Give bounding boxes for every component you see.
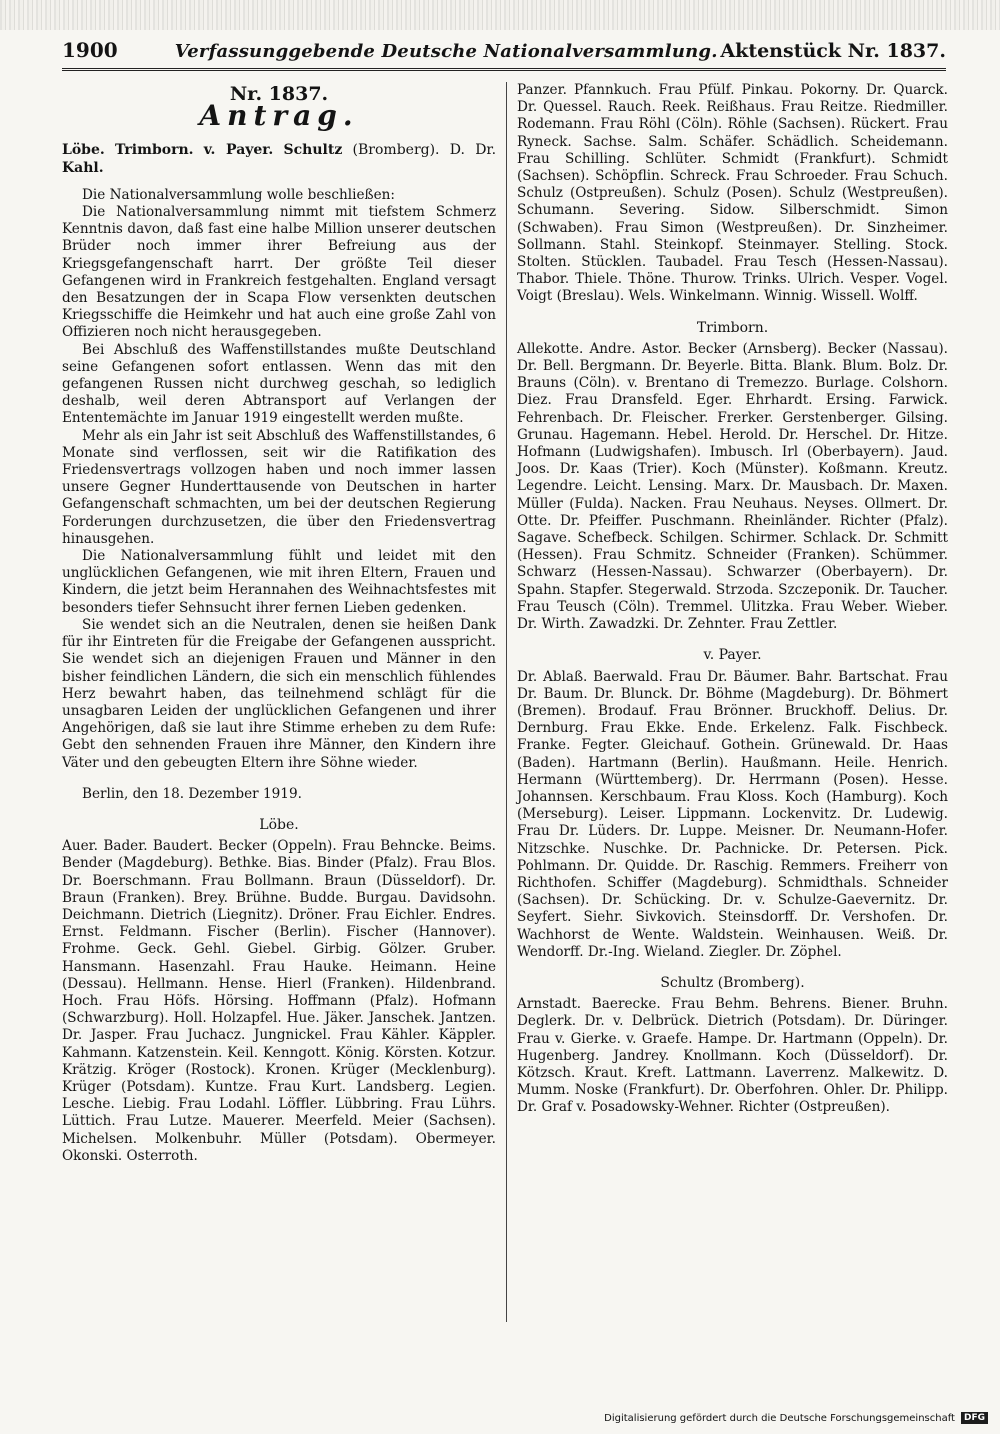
scan-noise-band — [0, 0, 1000, 30]
group-names-trimborn: Allekotte. Andre. Astor. Becker (Arnsberg). Becker (Nassau). Dr. Bell. Bergmann. Dr. Beyerle. Bitta. Blank. Blum. Bolz. Dr. Brauns (Cöln). v. Brentano di Tremezzo. Burlage. Colshorn. Diez. Frau Dransfeld. Eger. Ehrhardt. Ersing. Farwick. Fehrenbach. Dr. Fleischer. Frerker. Gerstenberger. Gilsing. Grunau. Hagemann. Hebel. Herold. Dr. Herschel. Dr. Hitze. Hofmann (Ludwigshafen). Imbusch. Irl (Oberbayern). Jaud. Joos. Dr. Kaas (Trier). Koch (Münster). Koßmann. Kreutz. Legendre. Leicht. Lensing. Marx. Dr. Mausbach. Dr. Maxen. Müller (Fulda). Nacken. Frau Neuhaus. Neyses. Ollmert. Dr. Otte. Dr. Pfeiffer. Puschmann. Rheinländer. Richter (Pfalz). Sagave. Schefbeck. Schilgen. Schirmer. Schlack. Dr. Schmitt (Hessen). Frau Schmitz. Schneider (Franken). Schümmer. Schwarz (Hessen-Nassau). Schwarzer (Oberbayern). Dr. Spahn. Stapfer. Stegerwald. Strzoda. Szczeponik. Dr. Taucher. Frau Teusch (Cöln). Tremmel. Ulitzka. Frau Weber. Wieber. Dr. Wirth. Zawadzki. Dr. Zehnter. Frau Zettler. — [517, 340, 948, 633]
group-names-loebe: Auer. Bader. Baudert. Becker (Oppeln). Frau Behncke. Beims. Bender (Magdeburg). Bethke. Bias. Binder (Pfalz). Frau Blos. Dr. Boerschmann. Frau Bollmann. Braun (Düsseldorf). Dr. Braun (Franken). Brey. Brühne. Budde. Burgau. Davidsohn. Deichmann. Dietrich (Liegnitz). Dröner. Frau Eichler. Endres. Ernst. Feldmann. Fischer (Berlin). Fischer (Hannover). Frohme. Geck. Gehl. Giebel. Girbig. Gölzer. Gruber. Hansmann. Hasenzahl. Frau Hauke. Heimann. Heine (Dessau). Hellmann. Hense. Hierl (Franken). Hildenbrand. Hoch. Frau Höfs. Hörsing. Hoffmann (Pfalz). Hofmann (Schwarzburg). Holl. Holzapfel. Hue. Jäker. Janschek. Jantzen. Dr. Jasper. Frau Juchacz. Jungnickel. Frau Kähler. Käppler. Kahmann. Katzenstein. Keil. Kenngott. König. Körsten. Kotzur. Krätzig. Kröger (Rostock). Kronen. Krüger (Mecklenburg). Krüger (Potsdam). Kuntze. Frau Kurt. Landsberg. Legien. Lesche. Liebig. Frau Lodahl. Löffler. Lübbring. Frau Lührs. Lüttich. Frau Lutze. Mauerer. Meerfeld. Meier (Sachsen). Michelsen. Molkenbuhr. Müller (Potsdam). Obermeyer. Okonski. Osterroth. — [62, 838, 496, 1164]
document-reference: Aktenstück Nr. 1837. — [720, 40, 946, 62]
date-line: Berlin, den 18. Dezember 1919. — [82, 785, 302, 802]
signers-line — [62, 142, 496, 176]
motion-paragraph: Sie wendet sich an die Neutralen, denen sie heißen Dank für ihr Eintreten für die Freigabe der Gefangenen ausspricht. Sie wendet sich an diejenigen Frauen und Männer in den bisher feindlichen Ländern, die sich ein menschlich fühlendes Herz bewahrt haben, das teilnehmend schlägt für die unsagbaren Leiden der unglücklichen Gefangenen und ihrer Angehörigen, daß sie laut ihre Stimme erheben zu dem Rufe: Gebt den sehnenden Frauen ihre Männer, den Kindern ihre Väter und den gebeugten Eltern ihre Söhne wieder. — [62, 616, 496, 771]
motion-paragraph: Die Nationalversammlung nimmt mit tiefstem Schmerz Kenntnis davon, daß fast eine halbe Million unserer deutschen Brüder noch immer ihrer Befreiung aus der Kriegsgefangenschaft harrt. Der größte Teil dieser Gefangenen wird in Frankreich festgehalten. England versagt den Besatzungen der in Scapa Flow versenkten deutschen Kriegsschiffe die Heimkehr und hat auch eine große Zahl von Offizieren noch nicht herausgegeben. — [62, 204, 496, 341]
motion-paragraph: Bei Abschluß des Waffenstillstandes mußte Deutschland seine Gefangenen sofort entlassen. Wenn das mit den gefangenen Russen nicht durchweg geschah, so lediglich deshalb, weil deren Abtransport auf Verlangen der Ententemächte im Januar 1919 eingestellt werden mußte. — [62, 341, 496, 427]
footer-text: Digitalisierung gefördert durch die Deutsche Forschungsgemeinschaft — [604, 1412, 955, 1424]
document-number: Nr. 1837. — [229, 83, 329, 105]
signer-kahl-prefix: D. Dr. — [449, 142, 497, 159]
page-number: 1900 — [62, 38, 118, 62]
signer-payer: v. Payer. — [203, 142, 274, 159]
group-heading-trimborn: Trimborn. — [696, 319, 769, 336]
signer-trimborn: Trimborn. — [115, 142, 194, 159]
group-heading-payer: v. Payer. — [703, 647, 762, 664]
motion-paragraph: Mehr als ein Jahr ist seit Abschluß des Waffenstillstandes, 6 Monate sind verflossen, seit wir die Ratifikation des Friedensvertrags vollzogen haben und noch immer lassen unsere Gegner Hunderttausende von Deutschen in harter Gefangenschaft schmachten, um bei der deutschen Regierung Forderungen durchzusetzen, die über den Friedensvertrag hinausgehen. — [62, 427, 496, 547]
right-column — [517, 82, 948, 1117]
group-names-payer: Dr. Ablaß. Baerwald. Frau Dr. Bäumer. Bahr. Bartschat. Frau Dr. Baum. Dr. Blunck. Dr. Böhme (Magdeburg). Dr. Böhmert (Bremen). Brodauf. Frau Brönner. Bruckhoff. Delius. Dr. Dernburg. Frau Ekke. Ende. Erkelenz. Falk. Fischbeck. Franke. Fegter. Gleichauf. Gothein. Grünewald. Dr. Haas (Baden). Hartmann (Berlin). Haußmann. Heile. Henrich. Hermann (Württemberg). Dr. Herrmann (Posen). Hesse. Johannsen. Kerschbaum. Frau Kloss. Koch (Hamburg). Koch (Merseburg). Leiser. Lippmann. Lockenvitz. Dr. Ludewig. Frau Dr. Lüders. Dr. Luppe. Meisner. Dr. Neumann-Hofer. Nitzschke. Nuschke. Dr. Pachnicke. Dr. Petersen. Pick. Pohlmann. Dr. Quidde. Dr. Raschig. Remmers. Freiherr von Richthofen. Schiffer (Magdeburg). Schmidthals. Schneider (Sachsen). Dr. Schücking. Dr. v. Schulze-Gaevernitz. Dr. Seyfert. Siehr. Sivkovich. Steinsdorff. Dr. Vershofen. Dr. Wachhorst de Wente. Waldstein. Weinhausen. Weiß. Dr. Wendorff. Dr.-Ing. Wieland. Ziegler. Dr. Zöphel. — [517, 668, 948, 960]
group-heading-schultz: Schultz (Bromberg). — [660, 974, 805, 991]
running-title: Verfassunggebende Deutsche Nationalversammlung. — [174, 41, 718, 62]
column-divider — [506, 82, 507, 1322]
group-names-schultz: Arnstadt. Baerecke. Frau Behm. Behrens. Biener. Bruhn. Deglerk. Dr. v. Delbrück. Dietrich (Potsdam). Dr. Düringer. Frau v. Gierke. v. Graefe. Hampe. Dr. Hartmann (Oppeln). Dr. Hugenberg. Jandrey. Knollmann. Koch (Düsseldorf). Dr. Kötzsch. Kraut. Kreft. Lattmann. Laverrenz. Malkewitz. D. Mumm. Noske (Frankfurt). Dr. Oberfohren. Ohler. Dr. Philipp. Dr. Graf v. Posadowsky-Wehner. Richter (Ostpreußen). — [517, 996, 948, 1116]
group-heading-loebe: Löbe. — [259, 816, 299, 833]
signer-kahl: Kahl. — [62, 159, 104, 176]
group-names-loebe-continued: Panzer. Pfannkuch. Frau Pfülf. Pinkau. Pokorny. Dr. Quarck. Dr. Quessel. Rauch. Reek. Reißhaus. Frau Reitze. Riedmiller. Rodemann. Frau Röhl (Cöln). Röhle (Sachsen). Rückert. Frau Ryneck. Sachse. Salm. Schäfer. Schädlich. Scheidemann. Frau Schilling. Schlüter. Schmidt (Frankfurt). Schmidt (Sachsen). Schöpflin. Schreck. Frau Schroeder. Frau Schuch. Schulz (Ostpreußen). Schulz (Posen). Schulz (Westpreußen). Schumann. Severing. Sidow. Silberschmidt. Simon (Schwaben). Frau Simon (Westpreußen). Dr. Sinzheimer. Sollmann. Stahl. Steinkopf. Steinmayer. Stelling. Stock. Stolten. Stücklen. Taubadel. Frau Tesch (Hessen-Nassau). Thabor. Thiele. Thöne. Thurow. Trinks. Ulrich. Vesper. Vogel. Voigt (Breslau). Wels. Winkelmann. Winnig. Wissell. Wolff. — [517, 82, 948, 305]
left-column — [62, 82, 496, 1165]
signer-schultz: Schultz — [283, 142, 343, 159]
motion-paragraph: Die Nationalversammlung fühlt und leidet mit den unglücklichen Gefangenen, wie mit ihren Eltern, Frauen und Kindern, die jetzt beim Herannahen des Weihnachtsfestes mit besonders tiefer Sehnsucht ihrer fernen Lieben gedenken. — [62, 548, 496, 616]
dfg-logo: DFG — [961, 1412, 988, 1424]
signer-schultz-place: (Bromberg). — [352, 142, 440, 159]
footer-credit — [604, 1412, 988, 1424]
document-type: Antrag. — [199, 99, 359, 133]
signer-loebe: Löbe. — [62, 142, 105, 159]
page-header — [62, 38, 946, 71]
motion-intro: Die Nationalversammlung wolle beschließen: — [82, 186, 395, 203]
